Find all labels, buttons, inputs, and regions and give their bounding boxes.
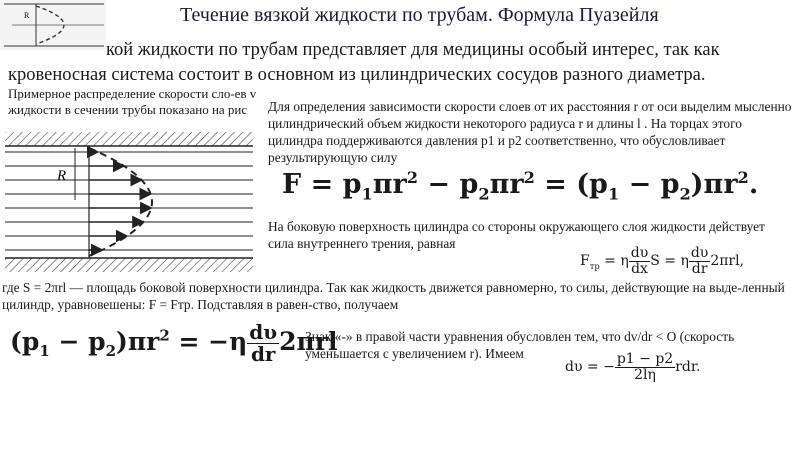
eq2-tail: 2πrl, [710, 253, 745, 270]
eq2-num1: dυ [630, 245, 649, 261]
page-title: Течение вязкой жидкости по трубам. Формула Пуазейля [180, 4, 659, 26]
eq2-den2: dr [691, 260, 708, 277]
thumbnail-radius-label: R [24, 11, 30, 20]
intro-text [8, 38, 720, 88]
equation-1: $F = p_1\pi r^2 - p_2\pi r^2 = (p_1 - p_2)\pi r^2$. [282, 168, 759, 204]
eq2-num2: dυ [690, 245, 709, 261]
velocity-profile-curve [89, 148, 152, 256]
pipe-wall-top [5, 132, 253, 146]
velocity-profile-diagram [5, 132, 253, 272]
eq2-den1: dx [631, 260, 648, 277]
eq4-den: 2lη [634, 366, 656, 383]
eq2-mid: S = η [650, 253, 689, 270]
equation-3: $(p_1 - p_2)\pi r^2 = -\eta$ $\frac{d\upsilon}{dr}$ 2πrl [10, 320, 338, 366]
eq4-num: p1 − p2 [616, 351, 674, 367]
paragraph-3: где S = 2πrl — площадь боковой поверхности цилиндра. Так как жидкость движется равномерно, то силы, действующие на выде-ленный цилиндр, уравновешены: F = Fтр. Подставляя в равен-ство, получаем [2, 280, 785, 312]
eq3-tail: 2πrl [279, 327, 338, 356]
radius-label: R [57, 168, 67, 184]
equation-4 [565, 352, 700, 382]
intro-line-1: кой жидкости по трубам представляет для медицины особый интерес, так как [106, 40, 720, 60]
intro-line-2: кровеносная система состоит в основном из цилиндрических сосудов разного диаметра. [8, 65, 706, 85]
eq4-tail: rdr. [675, 359, 701, 376]
paragraph-4: Знак «-» в правой части уравнения обусловлен тем, что dv/dr < O (скорость уменьшается с увеличением r). Имеем [305, 329, 735, 361]
paragraph-1: Для определения зависимости скорости слоев от их расстояния r от оси выделим мысленно цилиндрический объем жидкости некоторого радиуса r и длины l . На торцах этого цилиндра поддерживаются давления p1 и p2 соответственно, что обусловливает результирующую силу [268, 99, 792, 165]
pipe-wall-bottom [5, 258, 253, 272]
eq4-lhs: dυ = − [565, 359, 615, 376]
eq3-den: dr [250, 342, 276, 366]
figure-caption: Примерное распределение скорости сло-ев v жидкости в сечении трубы показано на рис [8, 86, 257, 117]
paragraph-2: На боковую поверхность цилиндра со стороны окружающего слоя жидкости действует сила внутреннего трения, равная [268, 219, 765, 251]
equation-2: $F_{тр} = \eta$ $\frac{d\upsilon}{dx}$ S = η $\frac{d\upsilon}{dr}$ 2πrl, [580, 245, 745, 277]
eq3-num: dυ [249, 320, 278, 344]
